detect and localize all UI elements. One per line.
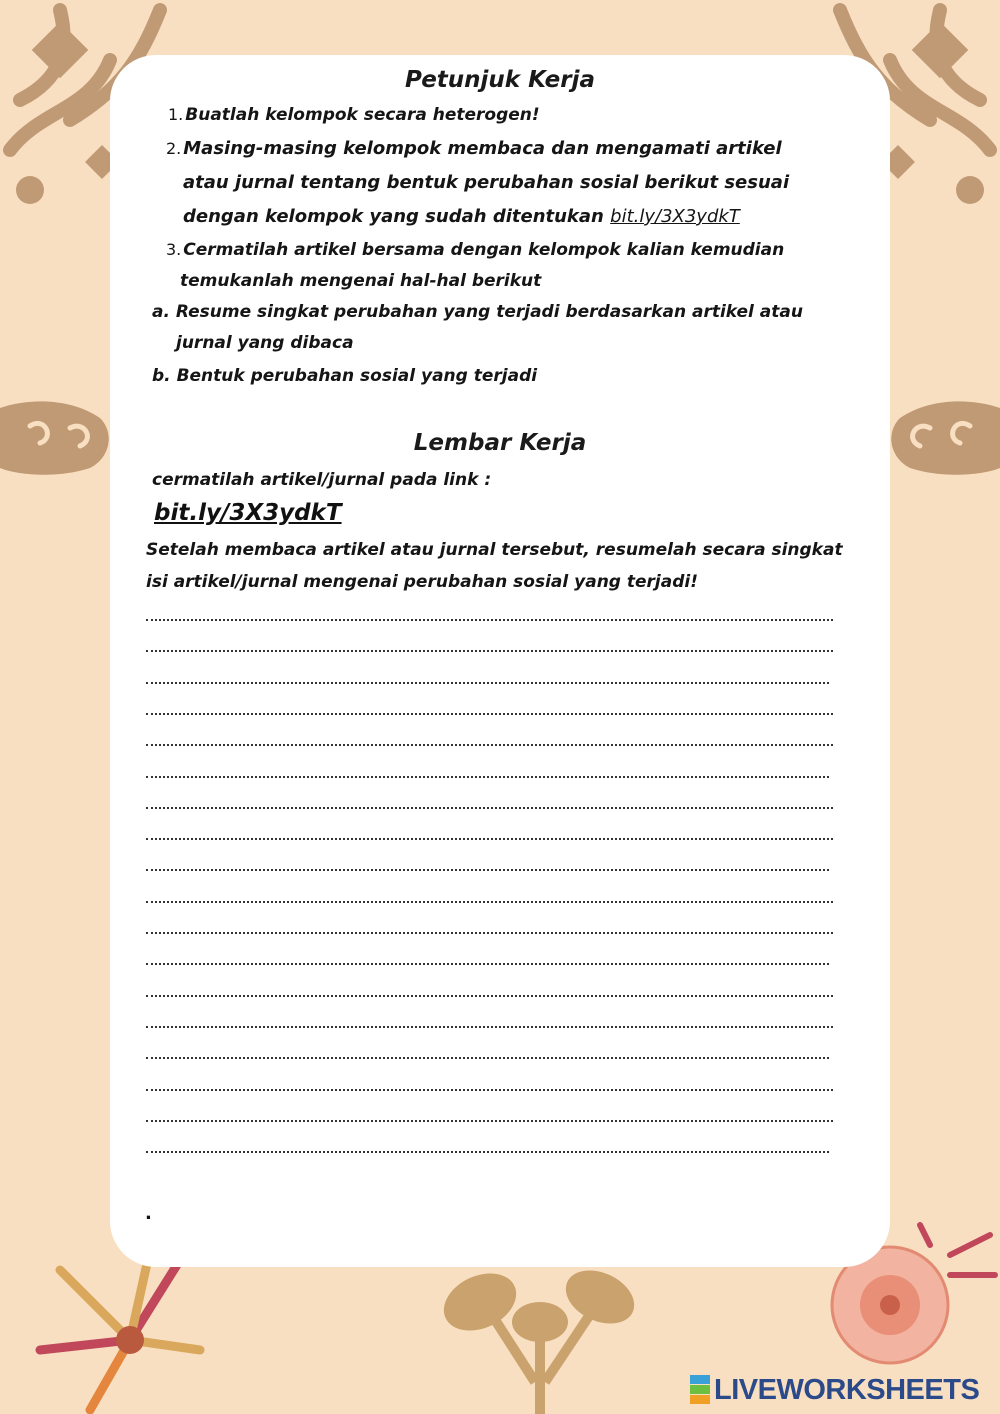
instruction-item-3-line-2: temukanlah mengenai hal-hal berikut (180, 271, 542, 291)
answer-line[interactable] (146, 932, 833, 934)
link-intro-text: cermatilah artikel/jurnal pada link : (152, 470, 492, 490)
sub-item-a-line-2: jurnal yang dibaca (176, 333, 354, 353)
answer-line[interactable] (146, 1026, 833, 1028)
instruction-text: dengan kelompok yang sudah ditentukan (183, 206, 604, 227)
sub-item-b (152, 361, 537, 392)
prompt-line-2: isi artikel/jurnal mengenai perubahan sosial yang terjadi! (146, 572, 698, 592)
sub-item-a-line-1 (152, 297, 803, 328)
article-link-inline[interactable]: bit.ly/3X3ydkT (610, 206, 740, 227)
worksheet-title: Lembar Kerja (413, 430, 587, 456)
plant-ornament-bottom-center (430, 1262, 650, 1414)
sub-item-letter: a. (152, 302, 170, 322)
answer-line[interactable] (146, 807, 833, 809)
article-link[interactable]: bit.ly/3X3ydkT (154, 500, 342, 526)
sub-item-text: Resume singkat perubahan yang terjadi berdasarkan artikel atau (175, 302, 803, 322)
instructions-title: Petunjuk Kerja (404, 67, 596, 93)
instruction-item-2-line-2: atau jurnal tentang bentuk perubahan sosial berikut sesuai (183, 172, 790, 193)
liveworksheets-logo (690, 1373, 979, 1407)
answer-line[interactable] (146, 838, 833, 840)
answer-line[interactable] (146, 869, 829, 871)
brand-name: LIVEWORKSHEETS (714, 1373, 980, 1406)
answer-line[interactable] (146, 776, 829, 778)
instruction-text: Cermatilah artikel bersama dengan kelompok kalian kemudian (183, 240, 785, 260)
cloud-ornament-left (0, 398, 112, 478)
instruction-number: 3. (166, 240, 182, 259)
prompt-line-1: Setelah membaca artikel atau jurnal tersebut, resumelah secara singkat (146, 540, 843, 560)
instruction-text: Buatlah kelompok secara heterogen! (185, 105, 540, 125)
brand-badge-icon (690, 1375, 710, 1405)
answer-line[interactable] (146, 682, 829, 684)
instruction-number: 2. (166, 139, 182, 158)
answer-line[interactable] (146, 1057, 829, 1059)
sub-item-letter: b. (152, 366, 171, 386)
answer-line[interactable] (146, 1151, 829, 1153)
instruction-item-3-line-1 (166, 234, 784, 266)
instruction-item-2-line-1 (166, 132, 782, 165)
instruction-number: 1. (168, 105, 184, 124)
instruction-item-2-line-3 (183, 200, 740, 233)
answer-line[interactable] (146, 619, 833, 621)
answer-line[interactable] (146, 963, 829, 965)
worksheet-card (110, 55, 890, 1267)
instruction-item-1 (168, 99, 540, 131)
sub-item-text: Bentuk perubahan sosial yang terjadi (176, 366, 538, 386)
answer-line[interactable] (146, 713, 833, 715)
trailing-period: . (145, 1203, 152, 1224)
answer-line[interactable] (146, 744, 833, 746)
answer-line[interactable] (146, 995, 833, 997)
answer-line[interactable] (146, 650, 833, 652)
answer-line[interactable] (146, 1120, 833, 1122)
answer-line[interactable] (146, 1089, 833, 1091)
instruction-text: Masing-masing kelompok membaca dan mengamati artikel (183, 138, 782, 159)
answer-line[interactable] (146, 901, 833, 903)
cloud-ornament-right (888, 398, 1000, 478)
